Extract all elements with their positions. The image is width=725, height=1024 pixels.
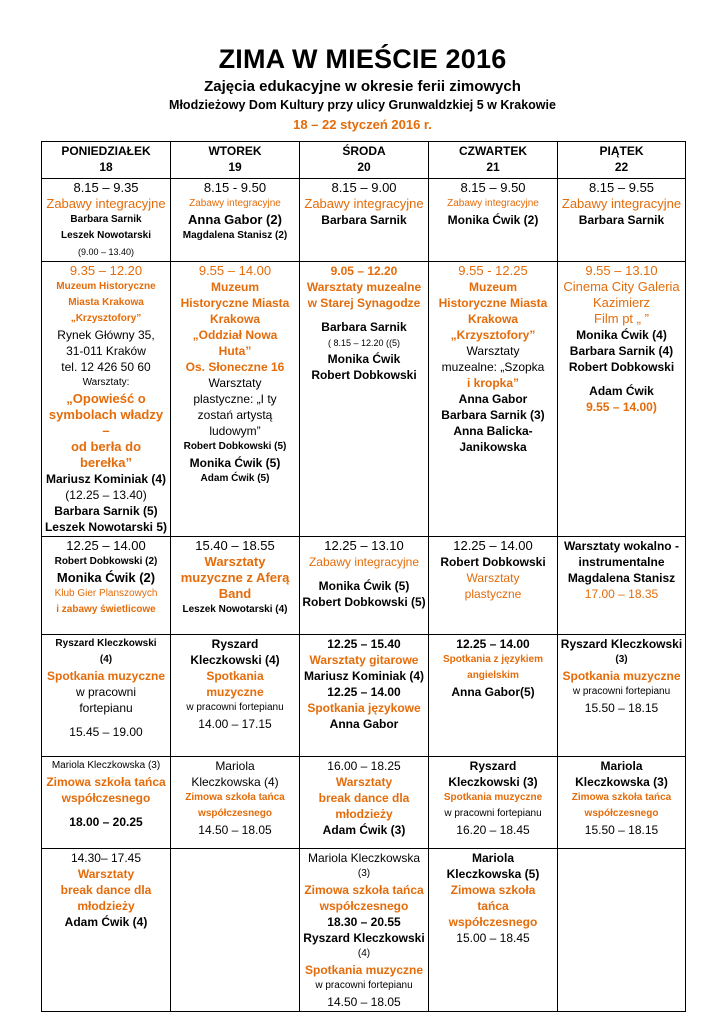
schedule-row — [42, 635, 686, 757]
cell-line: Leszek Nowotarski — [60, 230, 152, 241]
cell-line: współczesnego — [61, 791, 151, 805]
cell-line: zostań artystą — [197, 408, 273, 422]
cell-line: Monika Ćwik (4) — [576, 328, 667, 342]
cell-line: Warsztaty — [208, 376, 262, 390]
cell-line: Barbara Sarnik — [578, 213, 665, 227]
cell-line: muzyczne — [206, 685, 264, 699]
cell-line: Film pt „ ” — [594, 311, 649, 326]
cell-line: Janikowska — [459, 440, 527, 454]
cell-line: break dance dla — [318, 791, 410, 805]
cell-line: instrumentalne — [578, 555, 665, 569]
page-subtitle: Zajęcia edukacyjne w okresie ferii zimowych — [204, 78, 521, 95]
schedule-cell — [42, 262, 171, 537]
schedule-cell — [558, 757, 686, 849]
cell-line: 14.50 – 18.05 — [327, 995, 401, 1009]
cell-line: Os. Słoneczne 16 — [185, 360, 285, 374]
schedule-cell — [171, 179, 300, 262]
cell-line: Zimowa szkoła — [450, 883, 536, 897]
day-number: 21 — [486, 160, 500, 174]
cell-line: 15.00 – 18.45 — [456, 931, 530, 945]
cell-line: 17.00 – 18.35 — [584, 587, 659, 601]
day-number: 20 — [357, 160, 371, 174]
cell-line: Robert Dobkowski — [311, 368, 417, 382]
cell-line: Warsztaty wokalno - — [564, 539, 679, 553]
cell-line: 15.45 – 19.00 — [69, 725, 143, 739]
cell-line: 12.25 – 14.00 — [66, 538, 146, 553]
cell-line: Barbara Sarnik (5) — [54, 504, 158, 518]
cell-line: Leszek Nowotarski 5) — [44, 520, 168, 534]
cell-line: Zimowa szkoła tańca — [185, 792, 285, 803]
cell-line: fortepianu — [79, 701, 133, 715]
cell-line: Barbara Sarnik — [321, 213, 407, 227]
cell-line: „Krzysztofory” — [450, 328, 536, 342]
cell-line: Warsztaty — [204, 554, 266, 569]
cell-line: tel. 12 426 50 60 — [61, 360, 151, 374]
cell-line: Ryszard Kleczkowski — [303, 931, 425, 945]
schedule-cell — [171, 757, 300, 849]
cell-line: Leszek Nowotarski (4) — [182, 604, 288, 615]
cell-line: Zimowa szkoła tańca — [304, 883, 424, 897]
cell-line: Adam Ćwik (5) — [200, 473, 270, 484]
schedule-cell — [42, 849, 171, 1012]
cell-line: Krakowa — [209, 312, 261, 326]
cell-line: (12.25 – 13.40) — [65, 488, 147, 502]
schedule-cell — [171, 537, 300, 635]
day-name: PIĄTEK — [599, 144, 644, 158]
cell-line: Mariusz Kominiak (4) — [303, 669, 425, 683]
cell-line: (3) — [615, 654, 628, 665]
cell-line: 14.50 – 18.05 — [198, 823, 272, 837]
cell-line: Robert Dobkowski (5) — [183, 441, 287, 452]
cell-line: Robert Dobkowski — [440, 555, 546, 569]
cell-line: Huta” — [218, 344, 252, 358]
cell-line: Barbara Sarnik — [321, 320, 407, 334]
cell-line: (4) — [99, 654, 113, 665]
cell-line: 8.15 – 9.50 — [460, 180, 526, 195]
schedule-cell — [429, 849, 558, 1012]
cell-line: współczesnego — [448, 915, 538, 929]
schedule-cell — [429, 262, 558, 537]
cell-line: plastyczne: „I ty — [193, 392, 277, 406]
cell-line: młodzieży — [77, 899, 135, 913]
cell-line: Warsztaty — [466, 571, 520, 585]
cell-line: Spotkania — [206, 669, 264, 683]
cell-line: w pracowni fortepianu — [186, 702, 284, 713]
day-name: ŚRODA — [342, 144, 386, 158]
cell-line: 8.15 – 9.35 — [73, 180, 139, 195]
cell-line: w pracowni fortepianu — [315, 980, 413, 991]
cell-line: i zabawy świetlicowe — [56, 604, 156, 615]
cell-line: współczesnego — [198, 808, 272, 819]
cell-line: współczesnego — [319, 899, 409, 913]
cell-line: (3) — [357, 868, 371, 879]
schedule-cell — [429, 635, 558, 757]
spacer — [302, 311, 426, 319]
cell-line: Anna Gabor — [329, 717, 399, 731]
cell-line: Mariusz Kominiak (4) — [45, 472, 167, 486]
cell-line: 16.00 – 18.25 — [327, 759, 401, 773]
schedule-row — [42, 179, 686, 262]
cell-line: Zimowa szkoła tańca — [571, 792, 672, 803]
cell-line: 31-011 Kraków — [66, 344, 146, 358]
cell-line: 8.15 – 9.55 — [588, 180, 655, 195]
cell-line: w Starej Synagodze — [307, 296, 421, 310]
cell-line: tańca — [477, 899, 509, 913]
cell-line: Cinema City Galeria — [563, 279, 680, 294]
day-number: 19 — [228, 160, 242, 174]
day-number: 18 — [99, 160, 113, 174]
cell-line: Warsztaty muzealne — [306, 280, 422, 294]
spacer — [44, 716, 168, 724]
cell-line: Zabawy integracyjne — [561, 196, 682, 211]
cell-line: Kleczkowska (3) — [575, 775, 668, 789]
cell-line: 12.25 – 14.00 — [456, 637, 530, 651]
schedule-cell — [300, 179, 429, 262]
cell-line: Warsztaty gitarowe — [309, 653, 419, 667]
cell-line: plastyczne — [464, 587, 522, 601]
cell-line: Adam Ćwik (4) — [64, 915, 148, 929]
cell-line: Muzeum Historyczne — [56, 281, 156, 292]
cell-line: muzealne: „Szopka — [441, 360, 545, 374]
cell-line: Robert Dobkowski — [568, 360, 675, 374]
cell-line: muzyczne z Aferą — [180, 570, 290, 585]
day-name: PONIEDZIAŁEK — [61, 144, 151, 158]
cell-line: Spotkania muzyczne — [46, 669, 166, 683]
cell-line: od berła do berełka” — [70, 439, 142, 470]
cell-line: Mariola — [471, 851, 514, 865]
day-name: WTOREK — [208, 144, 262, 158]
schedule-table — [41, 141, 686, 1012]
schedule-cell — [300, 537, 429, 635]
cell-line: Adam Ćwik (3) — [322, 823, 406, 837]
page-title: ZIMA W MIEŚCIE 2016 — [218, 44, 507, 74]
cell-line: Barbara Sarnik (4) — [569, 344, 674, 358]
cell-line: Band — [218, 586, 252, 601]
cell-line: Historyczne Miasta — [438, 296, 548, 310]
cell-line: angielskim — [467, 670, 519, 681]
cell-line: i kropka” — [466, 376, 520, 390]
schedule-cell — [42, 537, 171, 635]
schedule-cell — [558, 262, 686, 537]
cell-line: Kleczkowska (4) — [191, 775, 279, 789]
schedule-cell — [300, 849, 429, 1012]
cell-line: Monika Ćwik (5) — [318, 579, 410, 593]
cell-line: 8.15 – 9.00 — [331, 180, 397, 195]
cell-line: 12.25 – 14.00 — [327, 685, 401, 699]
cell-line: Kleczkowska (5) — [446, 867, 540, 881]
day-header — [171, 142, 300, 179]
schedule-body — [42, 179, 686, 1012]
day-header-row — [42, 142, 686, 179]
cell-line: break dance dla — [60, 883, 152, 897]
cell-line: Monika Ćwik (2) — [447, 213, 539, 227]
cell-line: 9.05 – 12.20 — [330, 264, 398, 278]
day-header — [558, 142, 686, 179]
cell-line: w pracowni fortepianu — [444, 808, 542, 819]
cell-line: Ryszard — [211, 637, 259, 651]
spacer — [44, 806, 168, 814]
schedule-row — [42, 537, 686, 635]
cell-line: 14.00 – 17.15 — [198, 717, 272, 731]
schedule-cell — [171, 262, 300, 537]
cell-line: „Oddział Nowa — [192, 328, 278, 342]
cell-line: 9.55 – 13.10 — [585, 263, 658, 278]
cell-line: Warsztaty: — [82, 377, 130, 388]
cell-line: Anna Gabor — [458, 392, 528, 406]
schedule-cell — [429, 757, 558, 849]
cell-line: 15.50 – 18.15 — [584, 823, 659, 837]
cell-line: Mariola — [215, 759, 255, 773]
cell-line: 9.55 – 14.00) — [586, 400, 657, 414]
cell-line: „Opowieść o — [66, 391, 146, 406]
cell-line: Barbara Sarnik — [70, 214, 142, 225]
cell-line: symbolach władzy – — [48, 407, 164, 438]
cell-line: Ryszard — [469, 759, 517, 773]
cell-line: Kleczkowski (4) — [190, 653, 280, 667]
cell-line: Ryszard Kleczkowski — [560, 637, 683, 651]
cell-line: 9.35 – 12.20 — [69, 263, 143, 278]
schedule-cell — [42, 635, 171, 757]
cell-line: Magdalena Stanisz — [567, 571, 676, 585]
cell-line: Rynek Główny 35, — [57, 328, 155, 342]
cell-line: w pracowni fortepianu — [572, 686, 671, 697]
schedule-cell — [171, 635, 300, 757]
cell-line: 15.50 – 18.15 — [584, 701, 659, 715]
cell-line: młodzieży — [335, 807, 393, 821]
cell-line: współczesnego — [584, 808, 659, 819]
cell-line: Klub Gier Planszowych — [54, 588, 158, 599]
cell-line: 12.25 – 13.10 — [324, 538, 404, 553]
cell-line: Muzeum — [469, 280, 517, 294]
cell-line: ludowym” — [209, 424, 261, 438]
cell-line: 12.25 – 15.40 — [327, 637, 401, 651]
cell-line: Mariola — [600, 759, 643, 773]
cell-line: 8.15 - 9.50 — [203, 180, 267, 195]
schedule-cell — [429, 179, 558, 262]
schedule-cell — [171, 849, 300, 1012]
cell-line: Spotkania muzyczne — [562, 669, 681, 683]
cell-line: Robert Dobkowski (5) — [302, 595, 426, 609]
cell-line: Spotkania muzyczne — [304, 963, 424, 977]
schedule-row — [42, 262, 686, 537]
cell-line: Adam Ćwik — [589, 384, 654, 398]
cell-line: Monika Ćwik (2) — [56, 570, 156, 585]
cell-line: Historyczne Miasta — [180, 296, 290, 310]
cell-line: Monika Ćwik — [327, 352, 401, 366]
cell-line: Zabawy integracyjne — [304, 196, 424, 211]
cell-line: Warsztaty — [77, 867, 135, 881]
schedule-cell — [42, 179, 171, 262]
cell-line: Zimowa szkoła tańca — [46, 775, 166, 789]
day-number: 22 — [614, 160, 629, 174]
spacer — [302, 570, 426, 578]
organizer-line: Młodzieżowy Dom Kultury przy ulicy Grunwaldzkiej 5 w Krakowie — [169, 98, 556, 112]
cell-line: 9.55 - 12.25 — [458, 263, 528, 278]
cell-line: 15.40 – 18.55 — [195, 538, 275, 553]
cell-line: Anna Balicka- — [453, 424, 533, 438]
cell-line: 18.30 – 20.55 — [327, 915, 401, 929]
cell-line: Robert Dobkowski (2) — [54, 556, 158, 567]
cell-line: „Krzysztofory” — [70, 313, 142, 324]
cell-line: Mariola Kleczkowska — [307, 851, 421, 865]
cell-line: Ryszard Kleczkowski — [55, 638, 157, 649]
date-range: 18 – 22 styczeń 2016 r. — [293, 117, 432, 132]
schedule-cell — [558, 179, 686, 262]
cell-line: Monika Ćwik (5) — [189, 456, 281, 470]
cell-line: 16.20 – 18.45 — [456, 823, 530, 837]
cell-line: Warsztaty — [335, 775, 393, 789]
day-name: CZWARTEK — [459, 144, 527, 158]
cell-line: Krakowa — [467, 312, 519, 326]
schedule-cell — [429, 537, 558, 635]
spacer — [560, 375, 683, 383]
cell-line: ( 8.15 – 12.20 ((5) — [327, 338, 401, 348]
schedule-row — [42, 757, 686, 849]
cell-line: Magdalena Stanisz (2) — [182, 230, 288, 241]
cell-line: Anna Gabor (2) — [188, 212, 282, 227]
day-header — [42, 142, 171, 179]
cell-line: (9.00 – 13.40) — [77, 247, 135, 257]
day-header — [429, 142, 558, 179]
schedule-row — [42, 849, 686, 1012]
cell-line: Zabawy integracyjne — [46, 196, 166, 211]
cell-line: 14.30– 17.45 — [70, 851, 142, 865]
cell-line: Miasta Krakowa — [68, 297, 144, 308]
cell-line: Spotkania z językiem — [442, 654, 544, 665]
cell-line: Spotkania muzyczne — [443, 792, 543, 803]
schedule-cell — [558, 537, 686, 635]
schedule-cell — [558, 849, 686, 1012]
cell-line: Zabawy integracyjne — [447, 198, 539, 209]
schedule-cell — [300, 757, 429, 849]
cell-line: 18.00 – 20.25 — [69, 815, 143, 829]
cell-line: Warsztaty — [466, 344, 520, 358]
cell-line: Zabawy integracyjne — [189, 198, 281, 209]
cell-line: Anna Gabor(5) — [451, 685, 535, 699]
cell-line: 9.55 – 14.00 — [198, 263, 272, 278]
schedule-header — [42, 142, 686, 179]
cell-line: Spotkania językowe — [307, 701, 421, 715]
cell-line: w pracowni — [75, 685, 137, 699]
cell-line: Kazimierz — [592, 295, 651, 310]
schedule-cell — [42, 757, 171, 849]
schedule-cell — [300, 262, 429, 537]
cell-line: Muzeum — [211, 280, 259, 294]
cell-line: Zabawy integracyjne — [308, 555, 420, 569]
cell-line: Kleczkowski (3) — [448, 775, 538, 789]
cell-line: (4) — [357, 948, 371, 959]
day-header — [300, 142, 429, 179]
cell-line: 12.25 – 14.00 — [453, 538, 533, 553]
cell-line: Barbara Sarnik (3) — [441, 408, 545, 422]
cell-line: Mariola Kleczkowska (3) — [51, 760, 161, 771]
schedule-cell — [300, 635, 429, 757]
schedule-cell — [558, 635, 686, 757]
